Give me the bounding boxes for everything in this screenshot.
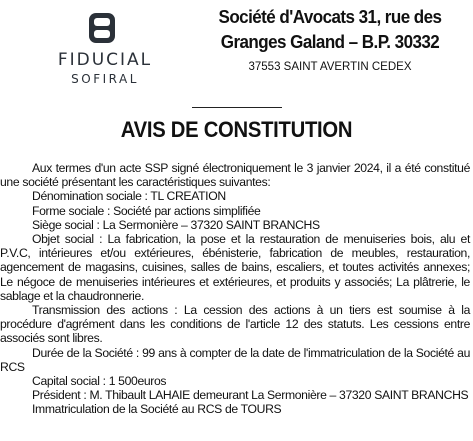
share-capital-line: Capital social : 1 500euros — [32, 374, 167, 389]
notice-title: AVIS DE CONSTITUTION — [120, 117, 353, 142]
firm-address-line-1: Société d'Avocats 31, rue des — [218, 6, 442, 27]
firm-city: 37553 SAINT AVERTIN CEDEX — [248, 61, 412, 73]
corporate-purpose-paragraph: Objet social : La fabrication, la pose et la restauration de menuiseries bois, alu et P.V.C, intérieures et/ou extérieures, ébénisterie, fabrication de meubles, restauration, agencement de magasins, cuisines, salles de bains, escaliers, et toutes activités annexes; Le négoce de menuiseries intérieures et extérieures, et produits y associés; La plâtrerie, le sablage et la chaudronnerie. — [0, 232, 470, 303]
share-transfer-paragraph: Transmission des actions : La cession des actions à un tiers est soumise à la procédure d'agrément dans les conditions de l'article 12 des statuts. Les cessions entre associés sont libres. — [0, 303, 470, 346]
intro-paragraph: Aux termes d'un acte SSP signé électroniquement le 3 janvier 2024, il a été constitué une société présentant les caractéristiques suivantes: — [0, 161, 470, 190]
logo-subname: SOFIRAL — [71, 72, 139, 86]
legal-form-line: Forme sociale : Société par actions simplifiée — [32, 203, 261, 218]
notice-body — [0, 161, 470, 417]
firm-address-line-2: Granges Galand – B.P. 30332 — [220, 31, 440, 52]
company-name-line: Dénomination sociale : TL CREATION — [32, 189, 226, 204]
logo-name: FIDUCIAL — [57, 50, 153, 70]
president-paragraph: Président : M. Thibault LAHAIE demeurant La Sermonière – 37320 SAINT BRANCHS — [32, 388, 469, 403]
firm-header — [190, 4, 470, 75]
registration-line: Immatriculation de la Société au RCS de TOURS — [32, 402, 282, 417]
fiducial-logo — [30, 12, 180, 92]
head-office-line: Siège social : La Sermonière – 37320 SAINT BRANCHS — [32, 217, 320, 232]
fiducial-logo-icon — [87, 12, 117, 44]
separator-rule — [192, 107, 282, 108]
duration-paragraph: Durée de la Société : 99 ans à compter de la date de l'immatriculation de la Société au RCS — [0, 345, 470, 374]
